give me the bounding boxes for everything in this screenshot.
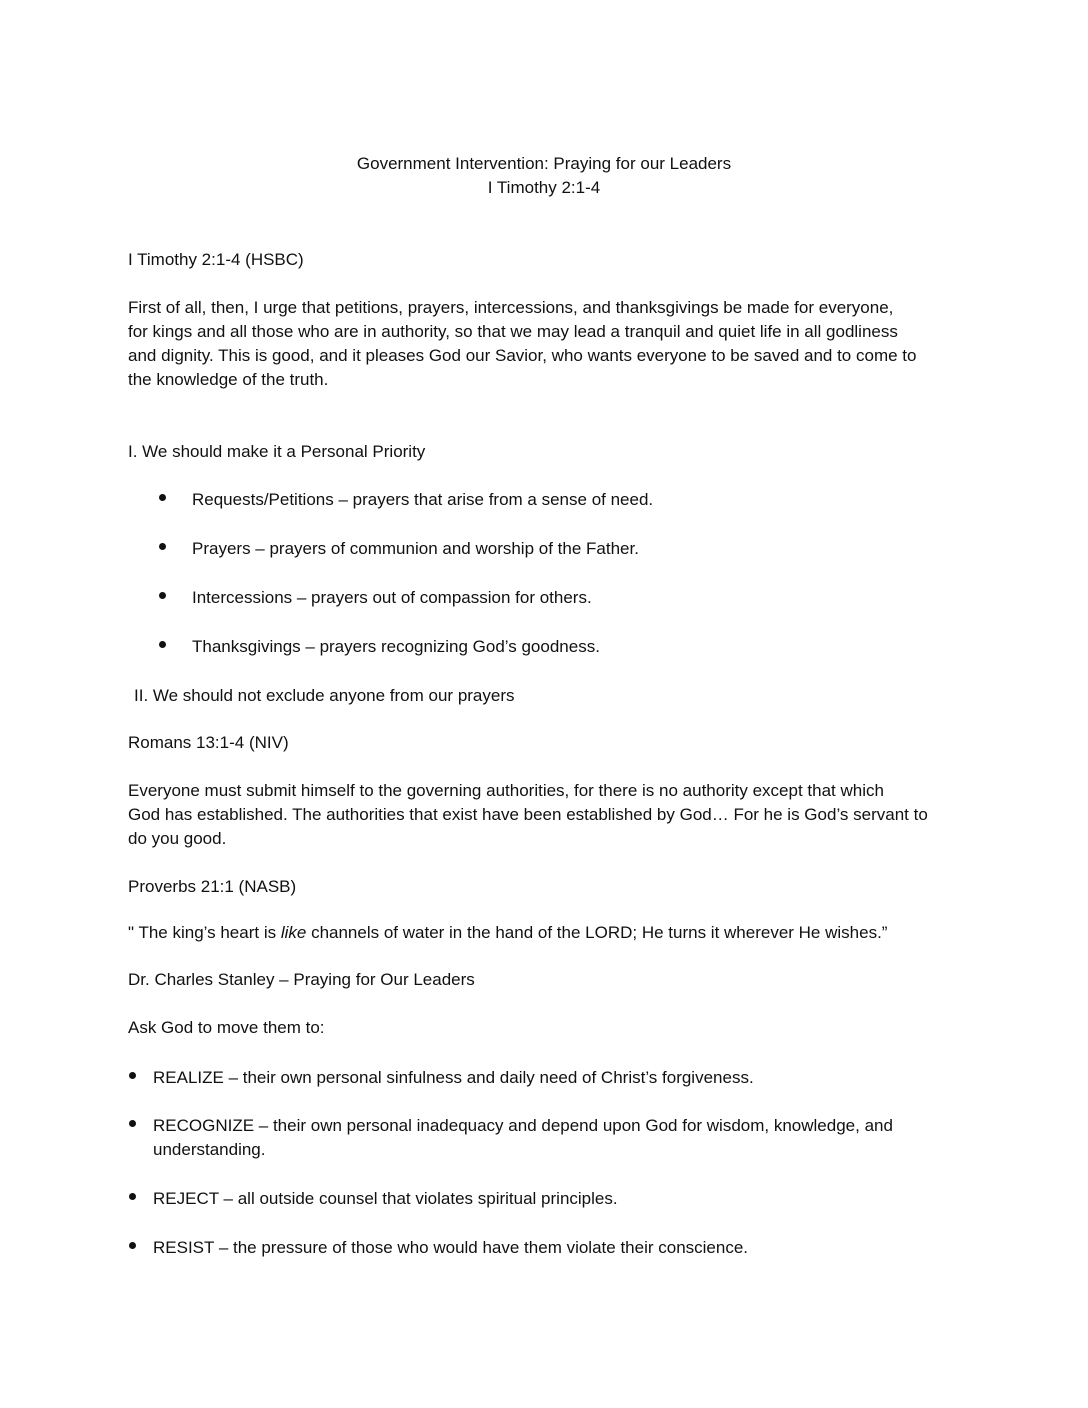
- quote-text: channels of water in the hand of the LORD; He turns it wherever He wishes.”: [306, 923, 888, 942]
- list-item: Prayers – prayers of communion and worship of the Father.: [192, 539, 639, 558]
- passage-line: do you good.: [128, 829, 227, 848]
- section-heading-priority: I. We should make it a Personal Priority: [128, 442, 426, 461]
- proverbs-quote: [128, 921, 887, 945]
- passage-line: God has established. The authorities that exist have been established by God… For he is God’s servant to: [128, 805, 928, 824]
- passage-reference-timothy: I Timothy 2:1-4 (HSBC): [128, 250, 304, 269]
- bullet-icon: [159, 494, 166, 501]
- document-subtitle: I Timothy 2:1-4: [487, 178, 601, 197]
- passage-line: First of all, then, I urge that petitions, prayers, intercessions, and thanksgivings be made for everyone,: [128, 298, 894, 317]
- passage-line: the knowledge of the truth.: [128, 370, 329, 389]
- passage-line: and dignity. This is good, and it pleases God our Savior, who wants everyone to be saved and to come to: [128, 346, 917, 365]
- stanley-intro: Ask God to move them to:: [128, 1018, 325, 1037]
- passage-line: Everyone must submit himself to the governing authorities, for there is no authority except that which: [128, 781, 884, 800]
- bullet-icon: [129, 1072, 136, 1079]
- document-title: Government Intervention: Praying for our Leaders: [356, 154, 732, 173]
- list-item: RECOGNIZE – their own personal inadequacy and depend upon God for wisdom, knowledge, and: [153, 1116, 893, 1135]
- list-item: RESIST – the pressure of those who would have them violate their conscience.: [153, 1238, 749, 1257]
- passage-line: for kings and all those who are in authority, so that we may lead a tranquil and quiet life in all godliness: [128, 322, 898, 341]
- passage-reference-romans: Romans 13:1-4 (NIV): [128, 733, 289, 752]
- list-item-continuation: understanding.: [153, 1140, 266, 1159]
- quote-emphasis: like: [280, 923, 307, 942]
- bullet-icon: [129, 1193, 136, 1200]
- bullet-icon: [129, 1120, 136, 1127]
- list-item: Thanksgivings – prayers recognizing God’s goodness.: [192, 637, 600, 656]
- bullet-icon: [159, 592, 166, 599]
- passage-reference-proverbs: Proverbs 21:1 (NASB): [128, 877, 297, 896]
- quote-text: " The king’s heart is: [128, 923, 281, 942]
- list-item: Requests/Petitions – prayers that arise from a sense of need.: [192, 490, 654, 509]
- list-item: REJECT – all outside counsel that violates spiritual principles.: [153, 1189, 618, 1208]
- stanley-heading: Dr. Charles Stanley – Praying for Our Leaders: [128, 970, 475, 989]
- bullet-icon: [129, 1242, 136, 1249]
- bullet-icon: [159, 543, 166, 550]
- list-item: Intercessions – prayers out of compassion for others.: [192, 588, 592, 607]
- list-item: REALIZE – their own personal sinfulness and daily need of Christ’s forgiveness.: [153, 1068, 754, 1087]
- section-heading-exclude: II. We should not exclude anyone from our prayers: [134, 686, 515, 705]
- bullet-icon: [159, 641, 166, 648]
